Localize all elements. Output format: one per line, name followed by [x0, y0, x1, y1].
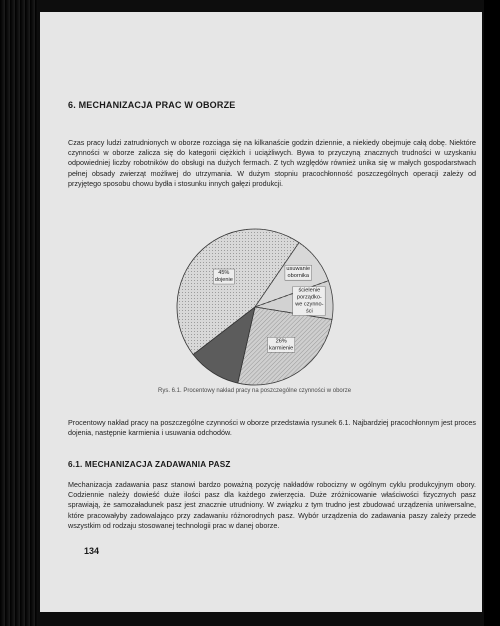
subsection-title: 6.1. MECHANIZACJA ZADAWANIA PASZ	[68, 460, 231, 469]
section-paragraph: Czas pracy ludzi zatrudnionych w oborze rozciąga się na kilkanaście godzin dziennie, a niekiedy obejmuje całą dobę. Niektóre czynności w oborze zalicza się do kategorii ciężkich i uciążliwych. Bywa to przyczyną znacznych trudności w uzyskaniu odpowiedniej liczby robotników do obsługi na dużych fermach. Z tych względów również unika się w małych gospodarstwach pełnej obsady zwierząt możliwej do utrzymania. W dużym stopniu pracochłonność poszczególnych operacji zależy od przyjętego sposobu chowu bydła i stosunku innych gałęzi produkcji.	[68, 138, 476, 188]
page-right-edge	[484, 0, 500, 626]
pie-slice-label-3: 26% karmienie	[269, 338, 294, 352]
body-paragraph: Procentowy nakład pracy na poszczególne czynności w oborze przedstawia rysunek 6.1. Najbardziej pracochłonnym jest proces dojenia, następnie karmienia i usuwania odchodów.	[68, 418, 476, 438]
subsection-paragraph: Mechanizacja zadawania pasz stanowi bardzo poważną pozycję nakładów robocizny w ogólnym cyklu produkcyjnym obory. Codziennie należy dowieść duże ilości pasz dla każdego zwierzęcia. Duże zróżnicowanie właściwości fizycznych pasz sprawiają, że samozaładunek pasz jest znacznie utrudniony. W związku z tym trudno jest zbudować urządzenia uniwersalne, które pracowałyby zadowalająco przy zadawaniu różnorodnych pasz. Wybór urządzenia do zadawania paszy zależy przede wszystkim od rodzaju stosowanej technologii prac w danej oborze.	[68, 480, 476, 530]
section-title: 6. MECHANIZACJA PRAC W OBORZE	[68, 100, 236, 110]
pie-slice-label-2: ścielenie porządko-we czynno-ści	[295, 287, 324, 315]
pie-slice-label-1: usuwanie obornika	[286, 266, 311, 280]
page-number: 134	[84, 546, 100, 556]
pie-slice-label-0: 45% dojenie	[214, 270, 233, 284]
figure-caption: Rys. 6.1. Procentowy nakład pracy na poszczególne czynności w oborze	[158, 388, 352, 394]
book-spine-edge	[0, 0, 38, 626]
pie-chart	[160, 222, 400, 392]
